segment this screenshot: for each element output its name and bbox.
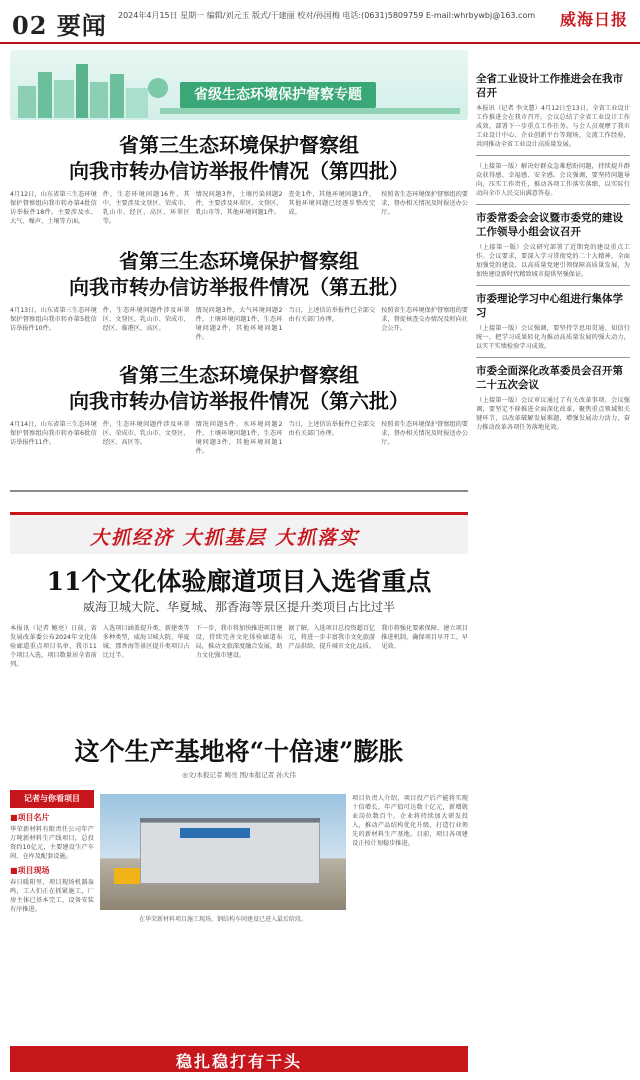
topic-tag: 省级生态环境保护督察专题 — [180, 82, 376, 108]
news-title: 市委全面深化改革委员会召开第二十五次会议 — [476, 365, 623, 391]
page-header — [0, 0, 640, 44]
column-tag: 记者与你看项目 — [10, 790, 94, 808]
news-divider — [476, 204, 630, 205]
banner-stripe — [160, 108, 460, 114]
factory-sign — [180, 828, 250, 838]
story1-subtitle: 威海卫城大院、华夏城、那香海等景区提升类项目占比过半 — [82, 600, 395, 614]
topic-banner — [10, 50, 468, 120]
news-text: 本报讯（记者 李文慧）4月12日至13日，全省工业设计工作推进会在我市召开。会议总结了全省工业设计工作成效，部署下一步重点工作任务。与会人员观摩了我市工业设计中心、企业创新平台等现场，交流工作经验，共同推动全省工业设计高质量发展。 — [476, 105, 630, 148]
news-title: 市委理论学习中心组进行集体学习 — [476, 293, 623, 319]
batch-6-text: 4月14日，山东省第三生态环境保护督察组向我市转办第6批信访举报件11件。 件，生态环境问题件涉及环翠区、荣成市、乳山市、文登区、经区、高区等。 情况问题5件，水环境问题2件，土壤环境问题1件，生态环境问题3件，其他环境问题1件。 当日，上述信访举报件已全部交由有关部门办理。 按照省生态环境保护督察组的要求，督办相关情况及时报送办公厅。 — [10, 421, 468, 455]
news-text: （上接第一版）解决好群众急难愁盼问题，持续提升群众获得感、幸福感、安全感。会议强调，要坚持问题导向，压实工作责任，推动各项工作落实落细，以实际行动向全市人民交出满意答卷。 — [476, 163, 630, 197]
section-divider — [10, 490, 468, 492]
news-item — [476, 162, 630, 198]
batch-5-text: 4月13日，山东省第三生态环境保护督察组向我市转办第5批信访举报件10件。 件，生态环境问题件涉及环翠区、文登区、乳山市、荣成市、经区、临港区、高区。 情况问题3件，大气环境问题2件，土壤环境问题1件，生态环境问题2件，其他环境问题1件。 当日，上述信访举报件已全部交由有关部门办理。 按照省生态环境保护督察组的要求，督促核查交办情况及时向社会公开。 — [10, 307, 468, 341]
news-item — [476, 364, 630, 432]
story1-text: 本报讯（记者 鲍亮）日前，省发展改革委公布2024年文化体验廊道重点项目名单，我市11个项目入选，项目数量居全省前列。 入选项目涵盖提升类、新建类等多种类型，威海卫城大院、华夏城、那香海等景区提升类项目占比过半。 下一步，我市将加快推进项目建设，持续完善文化体验廊道布局，推动文旅深度融合发展，助力文化强市建设。 据了解，入选项目总投资超百亿元，将进一步丰富我市文化旅游产品供给，提升城市文化品质。 我市将强化要素保障，建立项目推进机制，确保项目早开工、早见效。 — [10, 625, 468, 668]
news-text: （上接第一版）会议研究部署了近期党的建设重点工作。会议要求，要深入学习贯彻党的二十大精神，全面加强党的建设，以高质量党建引领保障高质量发展，为加快建设新时代精致城市提供坚强保证。 — [476, 244, 630, 278]
project-site-heading: ■项目现场 — [10, 866, 50, 875]
batch-6-title: 省第三生态环境保护督察组 向我市转办信访举报件情况（第六批） — [69, 363, 409, 413]
bottom-banner — [10, 1046, 468, 1072]
batch-4-title: 省第三生态环境保护督察组 向我市转办信访举报件情况（第四批） — [69, 133, 409, 183]
news-divider — [476, 357, 630, 358]
bottom-banner-text: 稳扎稳打有干头 — [175, 1052, 302, 1071]
news-text: （上接第一版）会议审议通过了有关改革事项。会议强调，要坚定不移推进全面深化改革，聚焦重点领域和关键环节，以改革破解发展难题，增强发展动力活力，奋力推动改革各项任务落地见效。 — [476, 397, 630, 431]
slogan-band — [10, 512, 468, 554]
story2-right-text: 项目负责人介绍，项目投产后产能将实现十倍增长，年产值可达数十亿元，新增就业岗位数百个。企业将持续加大研发投入，推动产品结构优化升级，打造行业领先的新材料生产基地。目前，项目各项建设正按计划稳步推进。 — [352, 795, 468, 847]
city-skyline-icon — [18, 58, 178, 118]
slogan-text: 大抓经济 大抓基层 大抓落实 — [90, 527, 360, 549]
story1-title: 11个文化体验廊道项目入选省重点 — [46, 567, 432, 596]
news-title: 全省工业设计工作推进会在我市召开 — [476, 73, 623, 99]
excavator-icon — [114, 868, 140, 884]
project-card-text: 华荣新材料有限责任公司年产万吨新材料生产线项目，总投资约10亿元，主要建设生产车间、仓库及配套设施。 — [10, 826, 94, 860]
news-title: 市委常委会会议暨市委党的建设工作领导小组会议召开 — [476, 212, 623, 238]
news-item — [476, 211, 630, 279]
news-divider — [476, 285, 630, 286]
page-number: 02 要闻 — [12, 11, 107, 40]
photo-caption: 在华荣新材料项目施工现场，钢结构车间建设已进入最后阶段。 — [138, 916, 307, 923]
batch-4-text: 4月12日，山东省第三生态环境保护督察组向我市转办第4批信访举报件18件。主要涉及水、大气、噪声、土壤等方面。 件，生态环境问题16件，其中，主要涉及文登区、荣成市、乳山市、经区、高区、环翠区等。 情况问题3件，土壤污染问题2件，主要涉及环翠区、文登区、乳山市等，其他环境问题1件。 查处1件，其他环境问题1件，其他环境问题已经逐步整改完成。 按照省生态环境保护督察组的要求，督办相关情况及时报送办公厅。 — [10, 191, 468, 225]
project-card-heading: ■项目名片 — [10, 813, 50, 822]
project-site-text: 春日暖阳里，项目现场机器轰鸣，工人们正在抓紧施工，厂房主体已基本完工，设备安装有序推进。 — [10, 879, 94, 913]
newspaper-logo: 威海日报 — [559, 10, 628, 29]
story2-title: 这个生产基地将“十倍速”膨胀 — [74, 737, 404, 766]
reporter-sidebar — [10, 790, 94, 914]
news-divider — [476, 155, 630, 156]
batch-5-title: 省第三生态环境保护督察组 向我市转办信访举报件情况（第五批） — [69, 249, 409, 299]
story2-byline: ◎文/本报记者 鲍亮 图/本报记者 孙大伟 — [182, 771, 296, 779]
news-text: （上接第一版）会议强调，要坚持学思用贯通、知信行统一，把学习成果转化为推动高质量发展的强大动力，以实干实绩检验学习成效。 — [476, 325, 630, 350]
right-column — [476, 50, 630, 432]
news-item — [476, 292, 630, 351]
news-item — [476, 72, 630, 149]
issue-meta: 2024年4月15日 星期一 编辑/刘元玉 版式/于建丽 校对/孙国梅 电话:(0631)5809759 E-mail:whrbywbj@163.com — [118, 11, 536, 20]
factory-photo — [100, 794, 346, 910]
